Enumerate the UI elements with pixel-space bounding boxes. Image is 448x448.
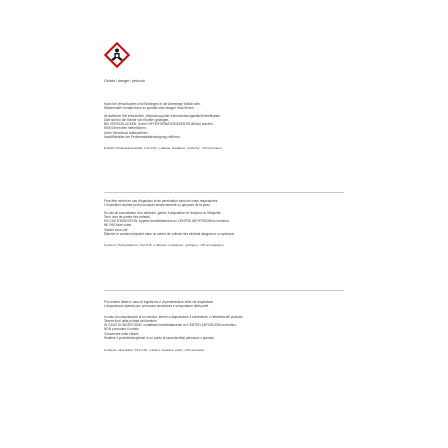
precaution-statement: KEIN Erbrechen herbeiführen.	[104, 126, 147, 131]
precaution-statement: EN CAS D'INGESTION: Appeler immédiatement un CENTRE ANTIPOISON/un médecin.	[104, 219, 230, 224]
hazard-statement: Wiederholter Kontakt kann zu spröder oder rissiger Haut führen.	[104, 106, 195, 111]
precaution-statement: Garder sous clef.	[104, 227, 129, 232]
precaution-statement: Conservare sotto chiave.	[104, 331, 140, 336]
hazard-statement: Kann bei Verschlucken und Eindringen in die Atemwege tödlich sein.	[104, 102, 201, 106]
health-hazard-pictogram-icon	[104, 42, 130, 68]
precaution-statement: Darf nicht in die Hände von Kindern gelangen.	[104, 118, 170, 123]
precaution-statement: NON provocare il vomito.	[104, 327, 140, 332]
italian-section	[104, 300, 354, 352]
precaution-statement: IN CASO DI INGESTIONE: contattare immediatamente un CENTRO ANTIVELENI/un medico.	[104, 323, 237, 328]
french-section	[104, 199, 354, 247]
precaution-statement: En cas de consultation d'un médecin, garder à disposition le récipient ou l'étiquette.	[104, 211, 222, 216]
precaution-statement: Smaltire il prodotto/recipiente in un punto di raccolta rifiuti pericolosi o speciali.	[104, 335, 215, 340]
precaution-statement: Inhalt/Behälter der Problemabfallentsorgung zuführen.	[104, 134, 181, 139]
precaution-statement: Ist ärztlicher Rat erforderlich, Verpackung oder Kennzeichnungsetikett bereithalten.	[104, 114, 222, 119]
contains-line: Contient: Hydrocarbures, C12-C15, n-alkanes, isoalcanes, cycliques, <2% aromatiques.	[104, 242, 225, 247]
contains-line: Contiene: Idrocarburi, C12-C15, n-alcani, isoalcani, ciclici, <2% aromatici.	[104, 347, 205, 352]
precaution-statement: Tenere fuori dalla portata dei bambini.	[104, 319, 158, 324]
precaution-statement: In caso di consultazione di un medico, tenere a disposizione il contenitore o l'etichetta del prodotto.	[104, 315, 244, 320]
precaution-statement: Tenir hors de portée des enfants.	[104, 215, 151, 220]
hazard-statement: L'esposizione ripetuta può provocare secchezza e screpolature della pelle.	[104, 304, 210, 309]
precaution-statement: Unter Verschluss aufbewahren.	[104, 130, 149, 135]
precaution-statement: Éliminer le contenu/récipient dans un centre de collecte des déchets dangereux ou spéciaux.	[104, 231, 235, 236]
hazard-statement: L'exposition répétée peut provoquer dessèchement ou gerçures de la peau.	[104, 203, 211, 208]
signal-words: Gefahr / danger / pericolo	[104, 79, 145, 83]
section-divider	[104, 290, 344, 291]
german-section	[104, 102, 354, 150]
section-divider	[104, 192, 344, 193]
hazard-statement: Peut être mortel en cas d'ingestion et de pénétration dans les voies respiratoires.	[104, 199, 219, 203]
precaution-statement: BEI VERSCHLUCKEN: Sofort GIFTINFORMATIONSZENTRUM/Arzt anrufen.	[104, 122, 214, 127]
precaution-statement: NE PAS faire vomir.	[104, 223, 132, 228]
contains-line: Enthält: Kohlenwasserstoffe, C12-C15, n-Alkane, Isoalkane, cyclische, <2% Aromaten.	[104, 145, 223, 150]
hazard-statement: Può essere letale in caso di ingestione e di penetrazione nelle vie respiratorie.	[104, 300, 215, 304]
